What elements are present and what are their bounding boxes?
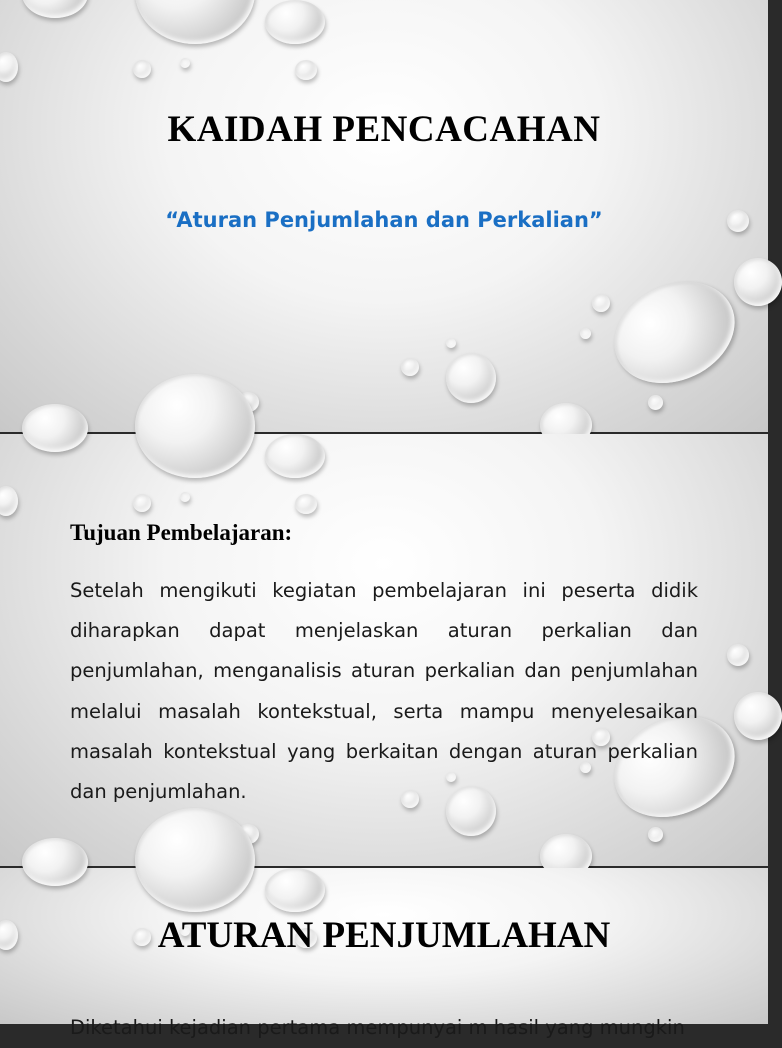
water-drop xyxy=(0,52,18,82)
water-drop xyxy=(22,404,88,452)
water-drop xyxy=(295,494,317,514)
water-drop xyxy=(734,692,782,740)
water-drop xyxy=(401,358,419,376)
water-drop xyxy=(648,827,663,842)
water-drop xyxy=(295,60,317,80)
water-drop xyxy=(22,0,88,18)
water-drop xyxy=(180,58,190,68)
water-drop xyxy=(592,294,610,312)
water-drop xyxy=(580,328,591,339)
water-drop xyxy=(446,338,456,348)
slide-subtitle: “Aturan Penjumlahan dan Perkalian” xyxy=(165,208,603,232)
water-drop xyxy=(0,486,18,516)
body-paragraph: Setelah mengikuti kegiatan pembelajaran ini peserta didik diharapkan dapat menjelaskan aturan perkalian dan penjumlahan, menganalisis aturan perkalian dan penjumlahan melalui masalah kontekstual, serta mampu menyelesaikan masalah kontekstual yang berkaitan dengan aturan perkalian dan penjumlahan. xyxy=(70,579,698,804)
water-drop xyxy=(135,0,255,44)
slide-title: KAIDAH PENCACAHAN xyxy=(167,109,601,150)
slide-1 xyxy=(0,0,768,432)
water-drop xyxy=(22,838,88,886)
water-drop xyxy=(598,263,751,402)
section-heading: Tujuan Pembelajaran: xyxy=(70,520,293,545)
water-drop xyxy=(727,644,749,666)
slide-title: ATURAN PENJUMLAHAN xyxy=(157,915,611,956)
water-drop xyxy=(648,395,663,410)
water-drop xyxy=(734,258,782,306)
water-drop xyxy=(265,868,325,912)
water-drop xyxy=(135,374,255,478)
body-paragraph: Diketahui kejadian pertama mempunyai m hasil yang mungkin xyxy=(70,1016,685,1039)
water-drop xyxy=(135,808,255,912)
water-drop xyxy=(265,0,325,44)
water-drop xyxy=(133,494,151,512)
slide-2 xyxy=(0,434,768,866)
water-drop xyxy=(265,434,325,478)
water-drop xyxy=(180,492,190,502)
slide-3 xyxy=(0,868,768,1039)
water-drop xyxy=(133,60,151,78)
water-drop xyxy=(446,353,496,403)
